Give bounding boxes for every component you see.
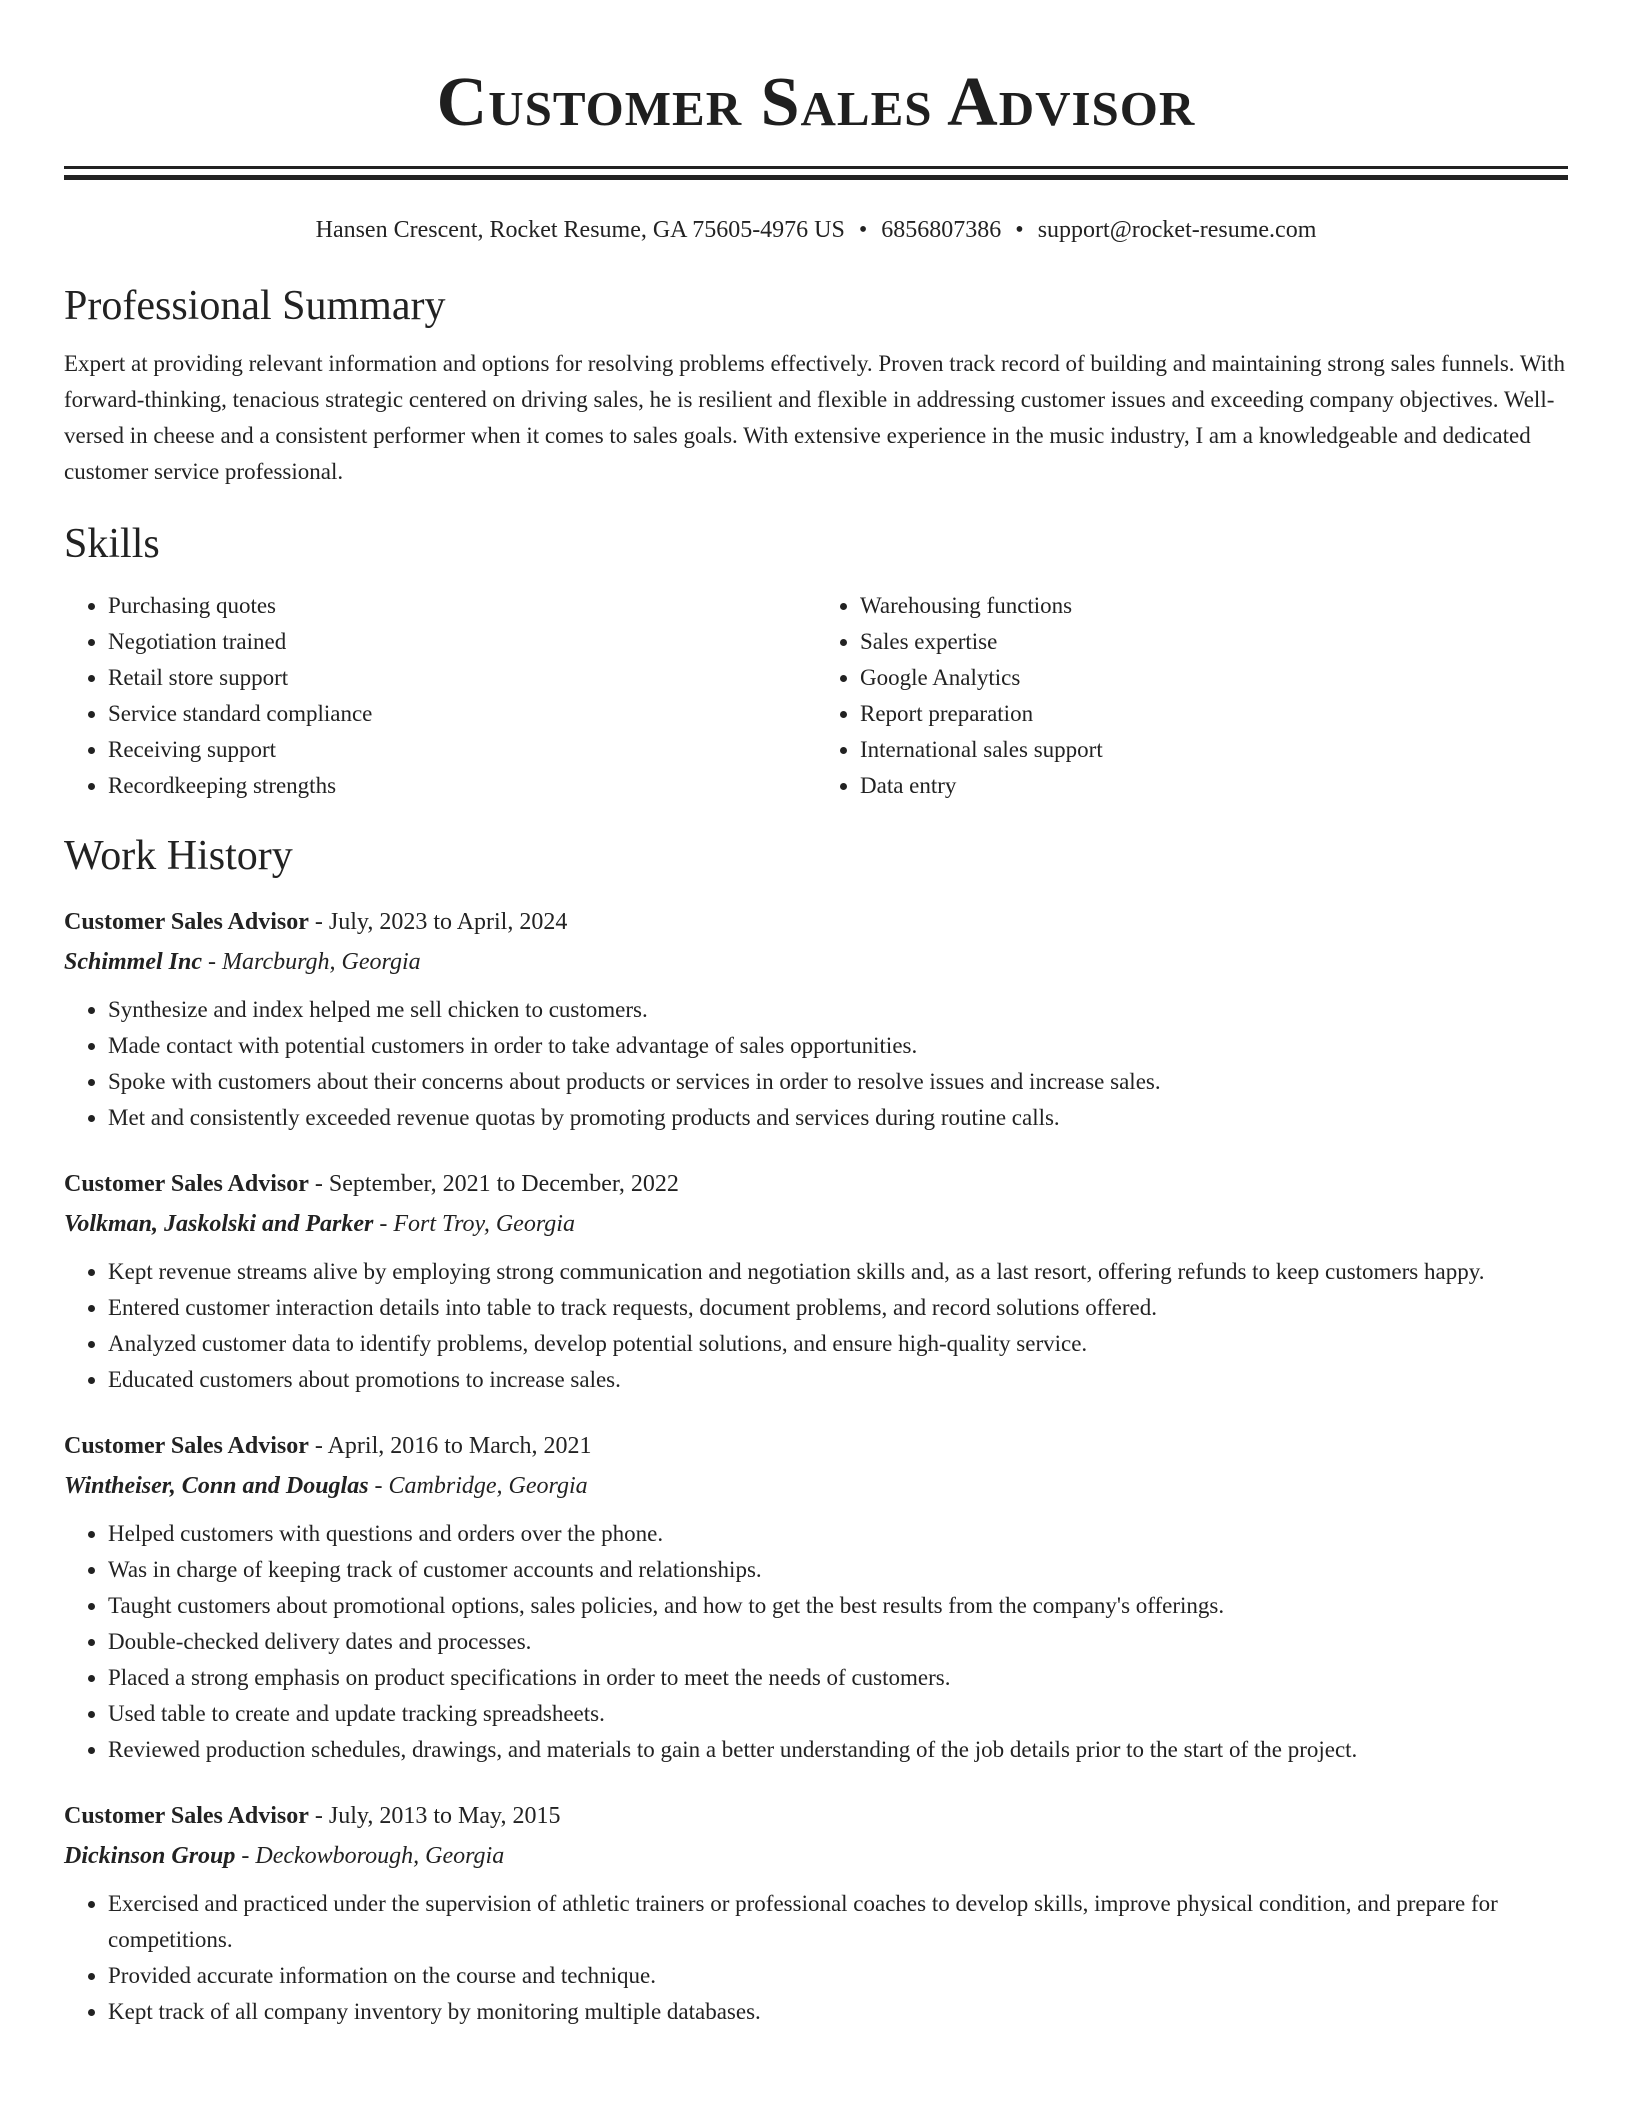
job-location: - Marcburgh, Georgia [202, 949, 421, 975]
skill-item: • Recordkeeping strengths [108, 768, 816, 804]
summary-text: Expert at providing relevant information and options for resolving problems effectively. Proven track record of building and maintaining strong sales funnels. With forward-thinking, tenacious strategic centered on driving sales, he is resilient and flexible in addressing customer issues and exceeding company objectives. Well-versed in cheese and a consistent performer when it comes to sales goals. With extensive experience in the music industry, I am a knowledgeable and dedicated customer service professional. [64, 351, 1565, 484]
skill-item: • Warehousing functions [860, 588, 1568, 624]
job-entry [64, 904, 1568, 1136]
contact-phone: 6856807386 [881, 217, 1002, 243]
job-dates: - July, 2023 to April, 2024 [308, 909, 568, 935]
job-bullet: • Used table to create and update tracking spreadsheets. [108, 1696, 1568, 1732]
skill-item: • Purchasing quotes [108, 588, 816, 624]
job-location: - Cambridge, Georgia [368, 1473, 588, 1499]
job-bullet: • Synthesize and index helped me sell chicken to customers. [108, 992, 1568, 1028]
title-divider-thin [64, 166, 1568, 169]
job-header [64, 904, 1568, 940]
job-role: Customer Sales Advisor [64, 1171, 309, 1197]
job-bullets [64, 1254, 1568, 1398]
skill-item: • Receiving support [108, 732, 816, 768]
contact-line [64, 214, 1568, 246]
title-divider-thick [64, 175, 1568, 180]
summary-section [64, 280, 1568, 490]
job-header [64, 1428, 1568, 1464]
job-bullet: • Provided accurate information on the course and technique. [108, 1958, 1568, 1994]
job-organization [64, 944, 1568, 980]
skills-list-left [64, 588, 816, 804]
job-bullet: • Kept track of all company inventory by monitoring multiple databases. [108, 1994, 1568, 2030]
job-role: Customer Sales Advisor [64, 1803, 309, 1829]
work-history-section [64, 830, 1568, 2030]
job-bullet: • Exercised and practiced under the supervision of athletic trainers or professional coaches to develop skills, improve physical condition, and prepare for competitions. [108, 1886, 1568, 1958]
job-entry [64, 1166, 1568, 1398]
skills-heading: Skills [64, 521, 160, 567]
job-bullet: • Was in charge of keeping track of customer accounts and relationships. [108, 1552, 1568, 1588]
contact-email: support@rocket-resume.com [1037, 217, 1317, 243]
job-company: Volkman, Jaskolski and Parker [64, 1211, 374, 1237]
summary-heading: Professional Summary [64, 283, 446, 329]
job-role: Customer Sales Advisor [64, 909, 309, 935]
job-header [64, 1166, 1568, 1202]
skills-list-right [816, 588, 1568, 804]
job-bullet: • Entered customer interaction details into table to track requests, document problems, and record solutions offered. [108, 1290, 1568, 1326]
job-bullets [64, 992, 1568, 1136]
job-bullet: • Reviewed production schedules, drawings, and materials to gain a better understanding of the job details prior to the start of the project. [108, 1732, 1568, 1768]
job-bullet: • Placed a strong emphasis on product specifications in order to meet the needs of customers. [108, 1660, 1568, 1696]
job-location: - Fort Troy, Georgia [373, 1211, 575, 1237]
job-company: Schimmel Inc [64, 949, 203, 975]
job-bullet: • Made contact with potential customers in order to take advantage of sales opportunities. [108, 1028, 1568, 1064]
job-bullet: • Taught customers about promotional options, sales policies, and how to get the best results from the company's offerings. [108, 1588, 1568, 1624]
skill-item: • Data entry [860, 768, 1568, 804]
job-organization [64, 1838, 1568, 1874]
job-header [64, 1798, 1568, 1834]
job-entry [64, 1428, 1568, 1768]
skills-section [64, 518, 1568, 804]
skills-columns [64, 588, 1568, 804]
job-bullet: • Educated customers about promotions to increase sales. [108, 1362, 1568, 1398]
job-bullet: • Analyzed customer data to identify problems, develop potential solutions, and ensure high-quality service. [108, 1326, 1568, 1362]
job-location: - Deckowborough, Georgia [235, 1843, 505, 1869]
contact-separator: • [1015, 217, 1024, 243]
job-dates: - April, 2016 to March, 2021 [308, 1433, 592, 1459]
job-bullets [64, 1886, 1568, 2030]
contact-separator: • [858, 217, 868, 243]
job-company: Wintheiser, Conn and Douglas [64, 1473, 369, 1499]
job-bullet: • Spoke with customers about their concerns about products or services in order to resolve issues and increase sales. [108, 1064, 1568, 1100]
skill-item: • Retail store support [108, 660, 816, 696]
job-dates: - September, 2021 to December, 2022 [308, 1171, 679, 1197]
skill-item: • International sales support [860, 732, 1568, 768]
job-company: Dickinson Group [64, 1843, 236, 1869]
skill-item: • Sales expertise [860, 624, 1568, 660]
skill-item: • Report preparation [860, 696, 1568, 732]
skill-item: • Negotiation trained [108, 624, 816, 660]
job-bullet: • Met and consistently exceeded revenue quotas by promoting products and services during routine calls. [108, 1100, 1568, 1136]
skill-item: • Service standard compliance [108, 696, 816, 732]
work-history-heading: Work History [64, 833, 293, 879]
resume-title: Customer Sales Advisor [436, 64, 1196, 141]
job-organization [64, 1206, 1568, 1242]
job-bullet: • Kept revenue streams alive by employing strong communication and negotiation skills and, as a last resort, offering refunds to keep customers happy. [108, 1254, 1568, 1290]
job-bullet: • Double-checked delivery dates and processes. [108, 1624, 1568, 1660]
job-dates: - July, 2013 to May, 2015 [308, 1803, 561, 1829]
job-role: Customer Sales Advisor [64, 1433, 309, 1459]
job-bullets [64, 1516, 1568, 1768]
job-bullet: • Helped customers with questions and orders over the phone. [108, 1516, 1568, 1552]
contact-address: Hansen Crescent, Rocket Resume, GA 75605-4976 US [315, 217, 845, 243]
job-organization [64, 1468, 1568, 1504]
job-entry [64, 1798, 1568, 2030]
skill-item: • Google Analytics [860, 660, 1568, 696]
